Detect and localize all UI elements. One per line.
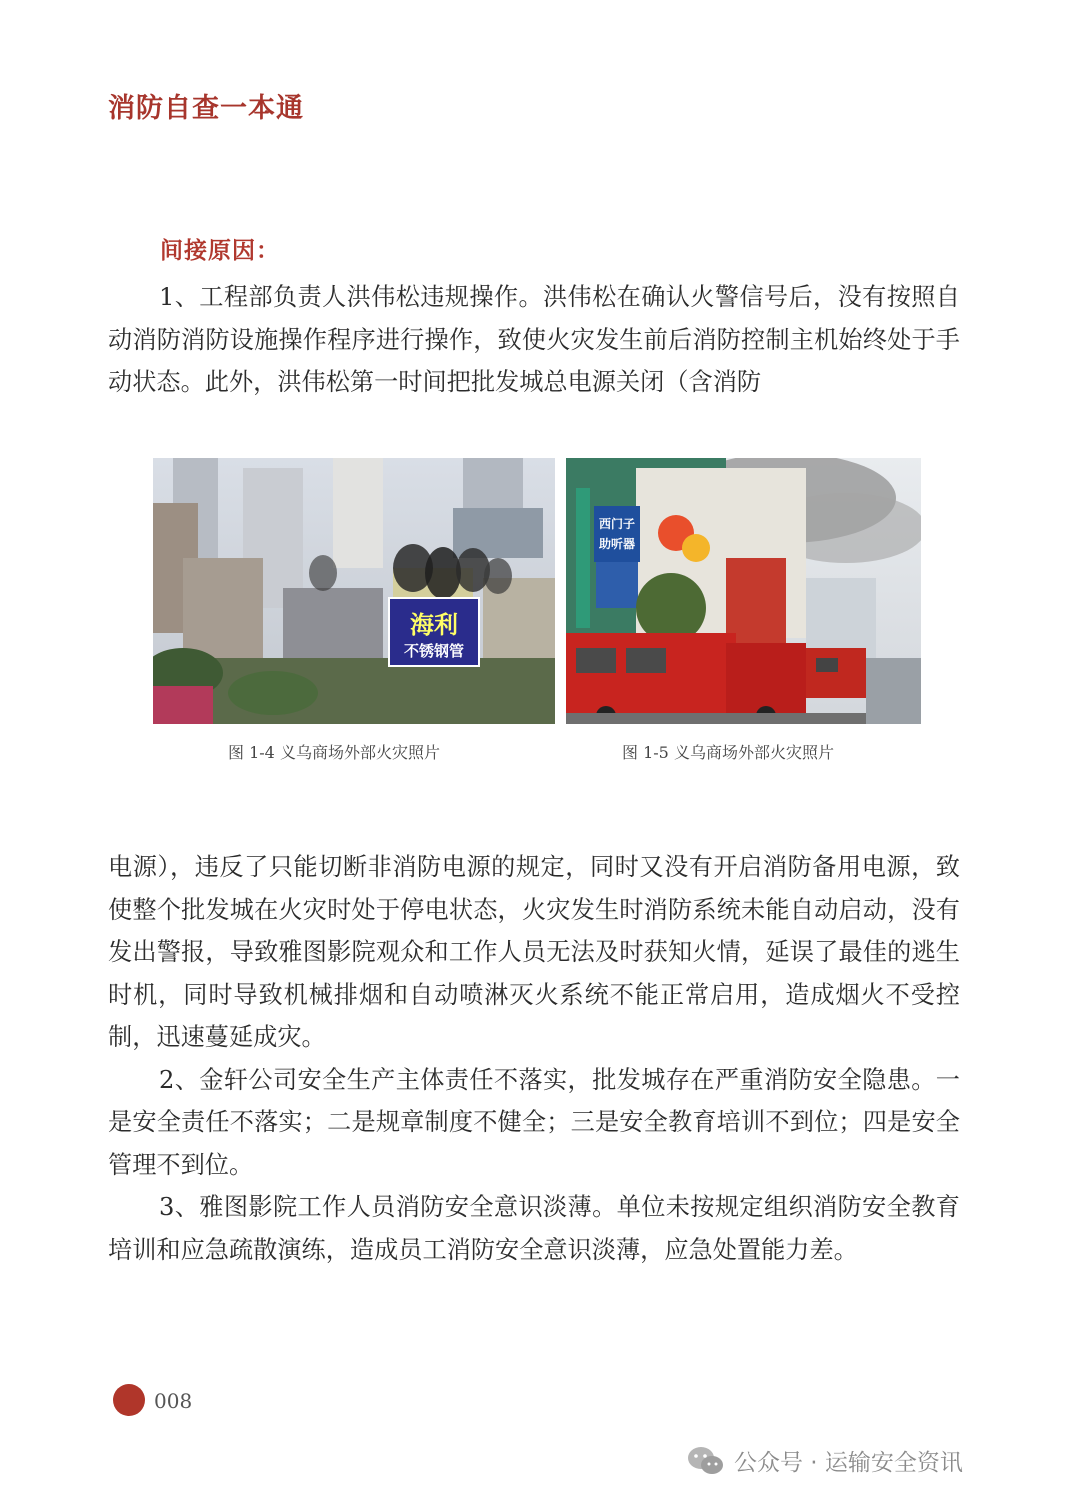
paragraph-1-continued: 电源），违反了只能切断非消防电源的规定，同时又没有开启消防备用电源，致使整个批发城在火灾时处于停电状态，火灾发生时消防系统未能自动启动，没有发出警报，导致雅图影院观众和工作人员无法及时获知火情，延误了最佳的逃生时机，同时导致机械排烟和自动喷淋灭火系统不能正常启用，造成烟火不受控制，迅速蔓延成灾。 [108, 853, 960, 1051]
fire-photo-left [153, 458, 555, 724]
wechat-icon [686, 1445, 726, 1477]
page-number: 008 [154, 1389, 193, 1413]
text-block-top [108, 276, 960, 404]
figure-caption-right: 图 1-5 义乌商场外部火灾照片 [622, 743, 834, 762]
text-block-bottom [108, 846, 960, 1271]
sign-sub-text: 助听器 [598, 537, 636, 551]
fire-photo-right [566, 458, 921, 724]
watermark [686, 1444, 963, 1477]
paragraph-1: 1、工程部负责人洪伟松违规操作。洪伟松在确认火警信号后，没有按照自动消防消防设施操作程序进行操作，致使火灾发生前后消防控制主机始终处于手动状态。此外，洪伟松第一时间把批发城总电源关闭（含消防 [108, 283, 960, 396]
figure-caption-left: 图 1-4 义乌商场外部火灾照片 [228, 743, 440, 762]
sign-main-text: 西门子 [598, 517, 636, 531]
paragraph-2: 2、金轩公司安全生产主体责任不落实，批发城存在严重消防安全隐患。一是安全责任不落实；二是规章制度不健全；三是安全教育培训不到位；四是安全管理不到位。 [108, 1065, 960, 1179]
watermark-text: 公众号 · 运输安全资讯 [734, 1450, 963, 1476]
paragraph-3: 3、雅图影院工作人员消防安全意识淡薄。单位未按规定组织消防安全教育培训和应急疏散演练，造成员工消防安全意识淡薄，应急处置能力差。 [108, 1193, 960, 1264]
sign-main-text: 海利 [410, 611, 458, 639]
sign-sub-text: 不锈钢管 [403, 642, 465, 660]
section-heading: 间接原因： [160, 237, 280, 264]
header-logo: 消防自查一本通 [108, 93, 304, 124]
page-number-dot [113, 1384, 145, 1416]
